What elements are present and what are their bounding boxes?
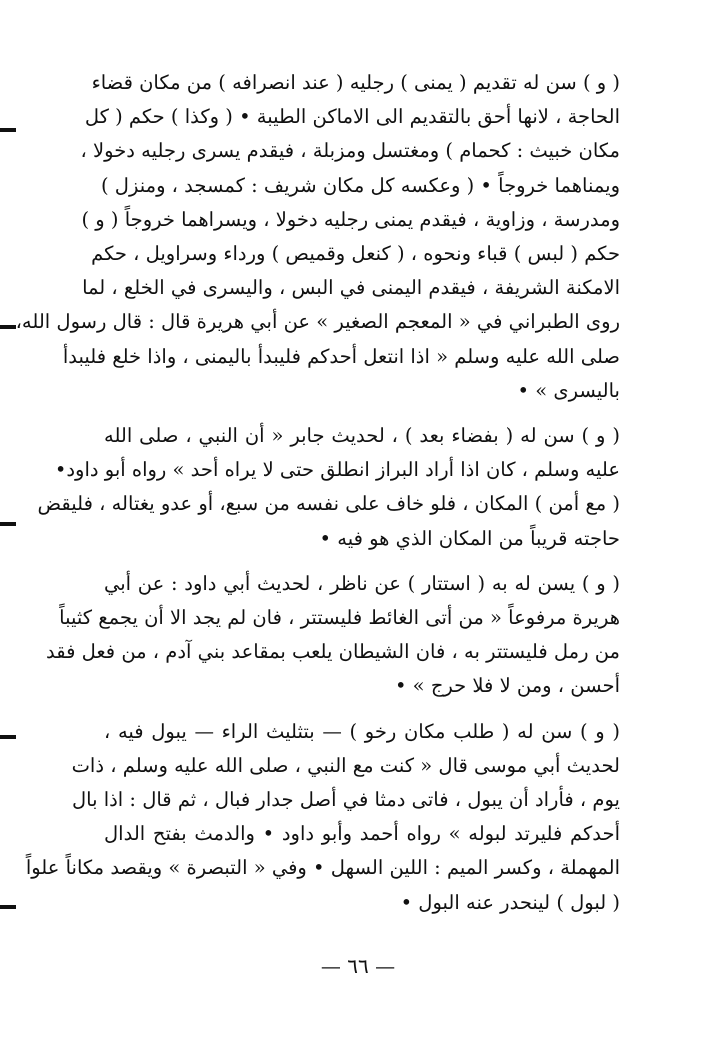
text-line: عليه وسلم ، كان اذا أراد البراز انطلق حتى لا يراه أحد » رواه أبو داود•	[54, 458, 620, 482]
text-line: هريرة مرفوعاً « من أتى الغائط فليستتر ، فان لم يجد الا أن يجمع كثيباً	[59, 606, 620, 630]
paragraph	[25, 715, 620, 920]
text-line: ( لبول ) لينحدر عنه البول •	[400, 890, 620, 914]
text-line: ( مع أمن ) المكان ، فلو خاف على نفسه من سبع، أو عدو يغتاله ، فليقض	[37, 492, 620, 516]
text-line: المهملة ، وكسر الميم : اللين السهل • وفي « التبصرة » ويقصد مكاناً علواً	[25, 856, 620, 880]
text-line: حاجته قريباً من المكان الذي هو فيه •	[319, 526, 620, 550]
text-line: مكان خبيث : كحمام ) ومغتسل ومزبلة ، فيقدم يسرى رجليه دخولا ،	[80, 139, 620, 163]
page-number: — ٦٦ —	[320, 954, 396, 978]
text-line: حكم ( لبس ) قباء ونحوه ، ( كنعل وقميص ) ورداء وسراويل ، حكم	[91, 242, 620, 266]
text-line: يوم ، فأراد أن يبول ، فاتى دمثا في أصل جدار فبال ، ثم قال : اذا بال	[71, 788, 620, 812]
text-line: ومدرسة ، وزاوية ، فيقدم يمنى رجليه دخولا ، ويسراهما خروجاً ( و )	[81, 207, 620, 231]
text-line: ( و ) سن له ( طلب مكان رخو ) — بتثليث الراء — يبول فيه ،	[104, 719, 620, 743]
text-line: ( و ) يسن له به ( استتار ) عن ناظر ، لحديث أبي داود : عن أبي	[104, 571, 620, 595]
text-line: أحدكم فليرتد لبوله » رواه أحمد وأبو داود • والدمث بفتح الدال	[104, 822, 620, 846]
margin-mark	[0, 325, 16, 329]
text-line: ( و ) سن له ( بفضاء بعد ) ، لحديث جابر « أن النبي ، صلى الله	[104, 424, 620, 448]
paragraph	[15, 66, 620, 408]
margin-mark	[0, 905, 16, 909]
text-line: لحديث أبي موسى قال « كنت مع النبي ، صلى الله عليه وسلم ، ذات	[71, 753, 620, 777]
margin-mark	[0, 128, 16, 132]
text-line: الحاجة ، لانها أحق بالتقديم الى الاماكن الطيبة • ( وكذا ) حكم ( كل	[84, 105, 620, 129]
text-line: صلى الله عليه وسلم « اذا انتعل أحدكم فليبدأ باليمنى ، واذا خلع فليبدأ	[62, 344, 620, 368]
text-line: روى الطبراني في « المعجم الصغير » عن أبي هريرة قال : قال رسول الله،	[15, 310, 620, 334]
text-line: الامكنة الشريفة ، فيقدم اليمنى في البس ، واليسرى في الخلع ، لما	[82, 276, 620, 300]
text-line: ( و ) سن له تقديم ( يمنى ) رجليه ( عند انصرافه ) من مكان قضاء	[91, 71, 620, 94]
text-line: من رمل فليستتر به ، فان الشيطان يلعب بمقاعد بني آدم ، من فعل فقد	[46, 640, 620, 664]
margin-mark	[0, 522, 16, 526]
text-line: باليسرى » •	[517, 378, 620, 402]
paragraph	[46, 567, 620, 704]
body-text	[15, 66, 620, 931]
text-line: أحسن ، ومن لا فلا حرج » •	[394, 674, 620, 698]
paragraph	[37, 419, 620, 556]
text-line: ويمناهما خروجاً • ( وعكسه كل مكان شريف : كمسجد ، ومنزل )	[101, 173, 620, 197]
margin-mark	[0, 735, 16, 739]
